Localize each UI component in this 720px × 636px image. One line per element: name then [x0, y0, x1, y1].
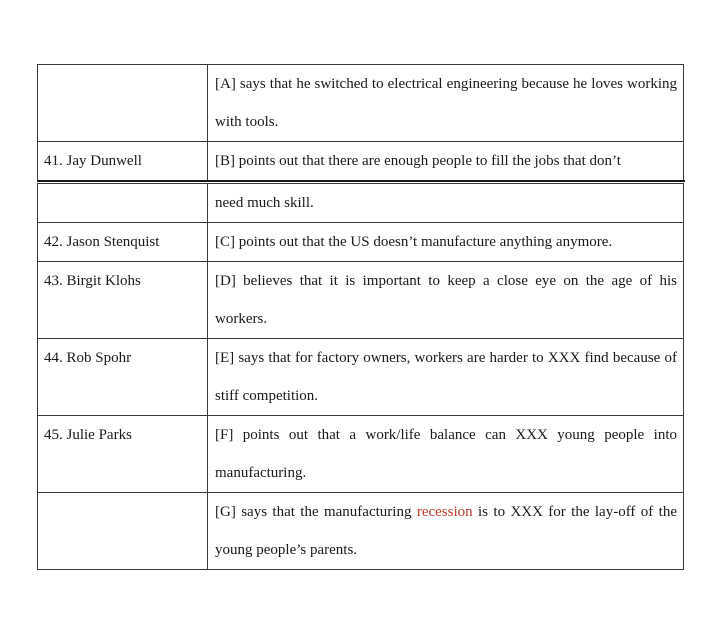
statement-text: [G] says that the manufacturing [215, 504, 417, 520]
statement-cell: [B] points out that there are enough people to fill the jobs that don’t [208, 142, 684, 181]
person-name-cell: 45. Julie Parks [38, 416, 208, 493]
table-divider [37, 180, 685, 182]
table-row [38, 262, 684, 339]
statement-cell: [E] says that for factory owners, workers are harder to XXX find because of stiff competition. [208, 339, 684, 416]
person-name-cell: 43. Birgit Klohs [38, 262, 208, 339]
statement-cell: [A] says that he switched to electrical engineering because he loves working with tools. [208, 65, 684, 142]
statement-cell: [F] points out that a work/life balance can XXX young people into manufacturing. [208, 416, 684, 493]
person-name-cell [38, 65, 208, 142]
matching-table-bottom [37, 183, 684, 570]
person-name-cell: 44. Rob Spohr [38, 339, 208, 416]
person-name-cell [38, 184, 208, 223]
table-row [38, 223, 684, 262]
person-name-cell [38, 493, 208, 570]
table-row [38, 184, 684, 223]
table-row [38, 493, 684, 570]
statement-text: is to XXX for the lay-off of the young people’s parents. [215, 504, 677, 558]
statement-highlight: recession [416, 504, 473, 520]
statement-cell [208, 493, 684, 570]
table-row [38, 416, 684, 493]
table-row [38, 142, 684, 181]
person-name-cell: 41. Jay Dunwell [38, 142, 208, 181]
table-row [38, 65, 684, 142]
matching-table-top [37, 64, 684, 181]
statement-cell: [D] believes that it is important to keep a close eye on the age of his workers. [208, 262, 684, 339]
table-row [38, 339, 684, 416]
statement-cell: [C] points out that the US doesn’t manufacture anything anymore. [208, 223, 684, 262]
person-name-cell: 42. Jason Stenquist [38, 223, 208, 262]
statement-cell: need much skill. [208, 184, 684, 223]
